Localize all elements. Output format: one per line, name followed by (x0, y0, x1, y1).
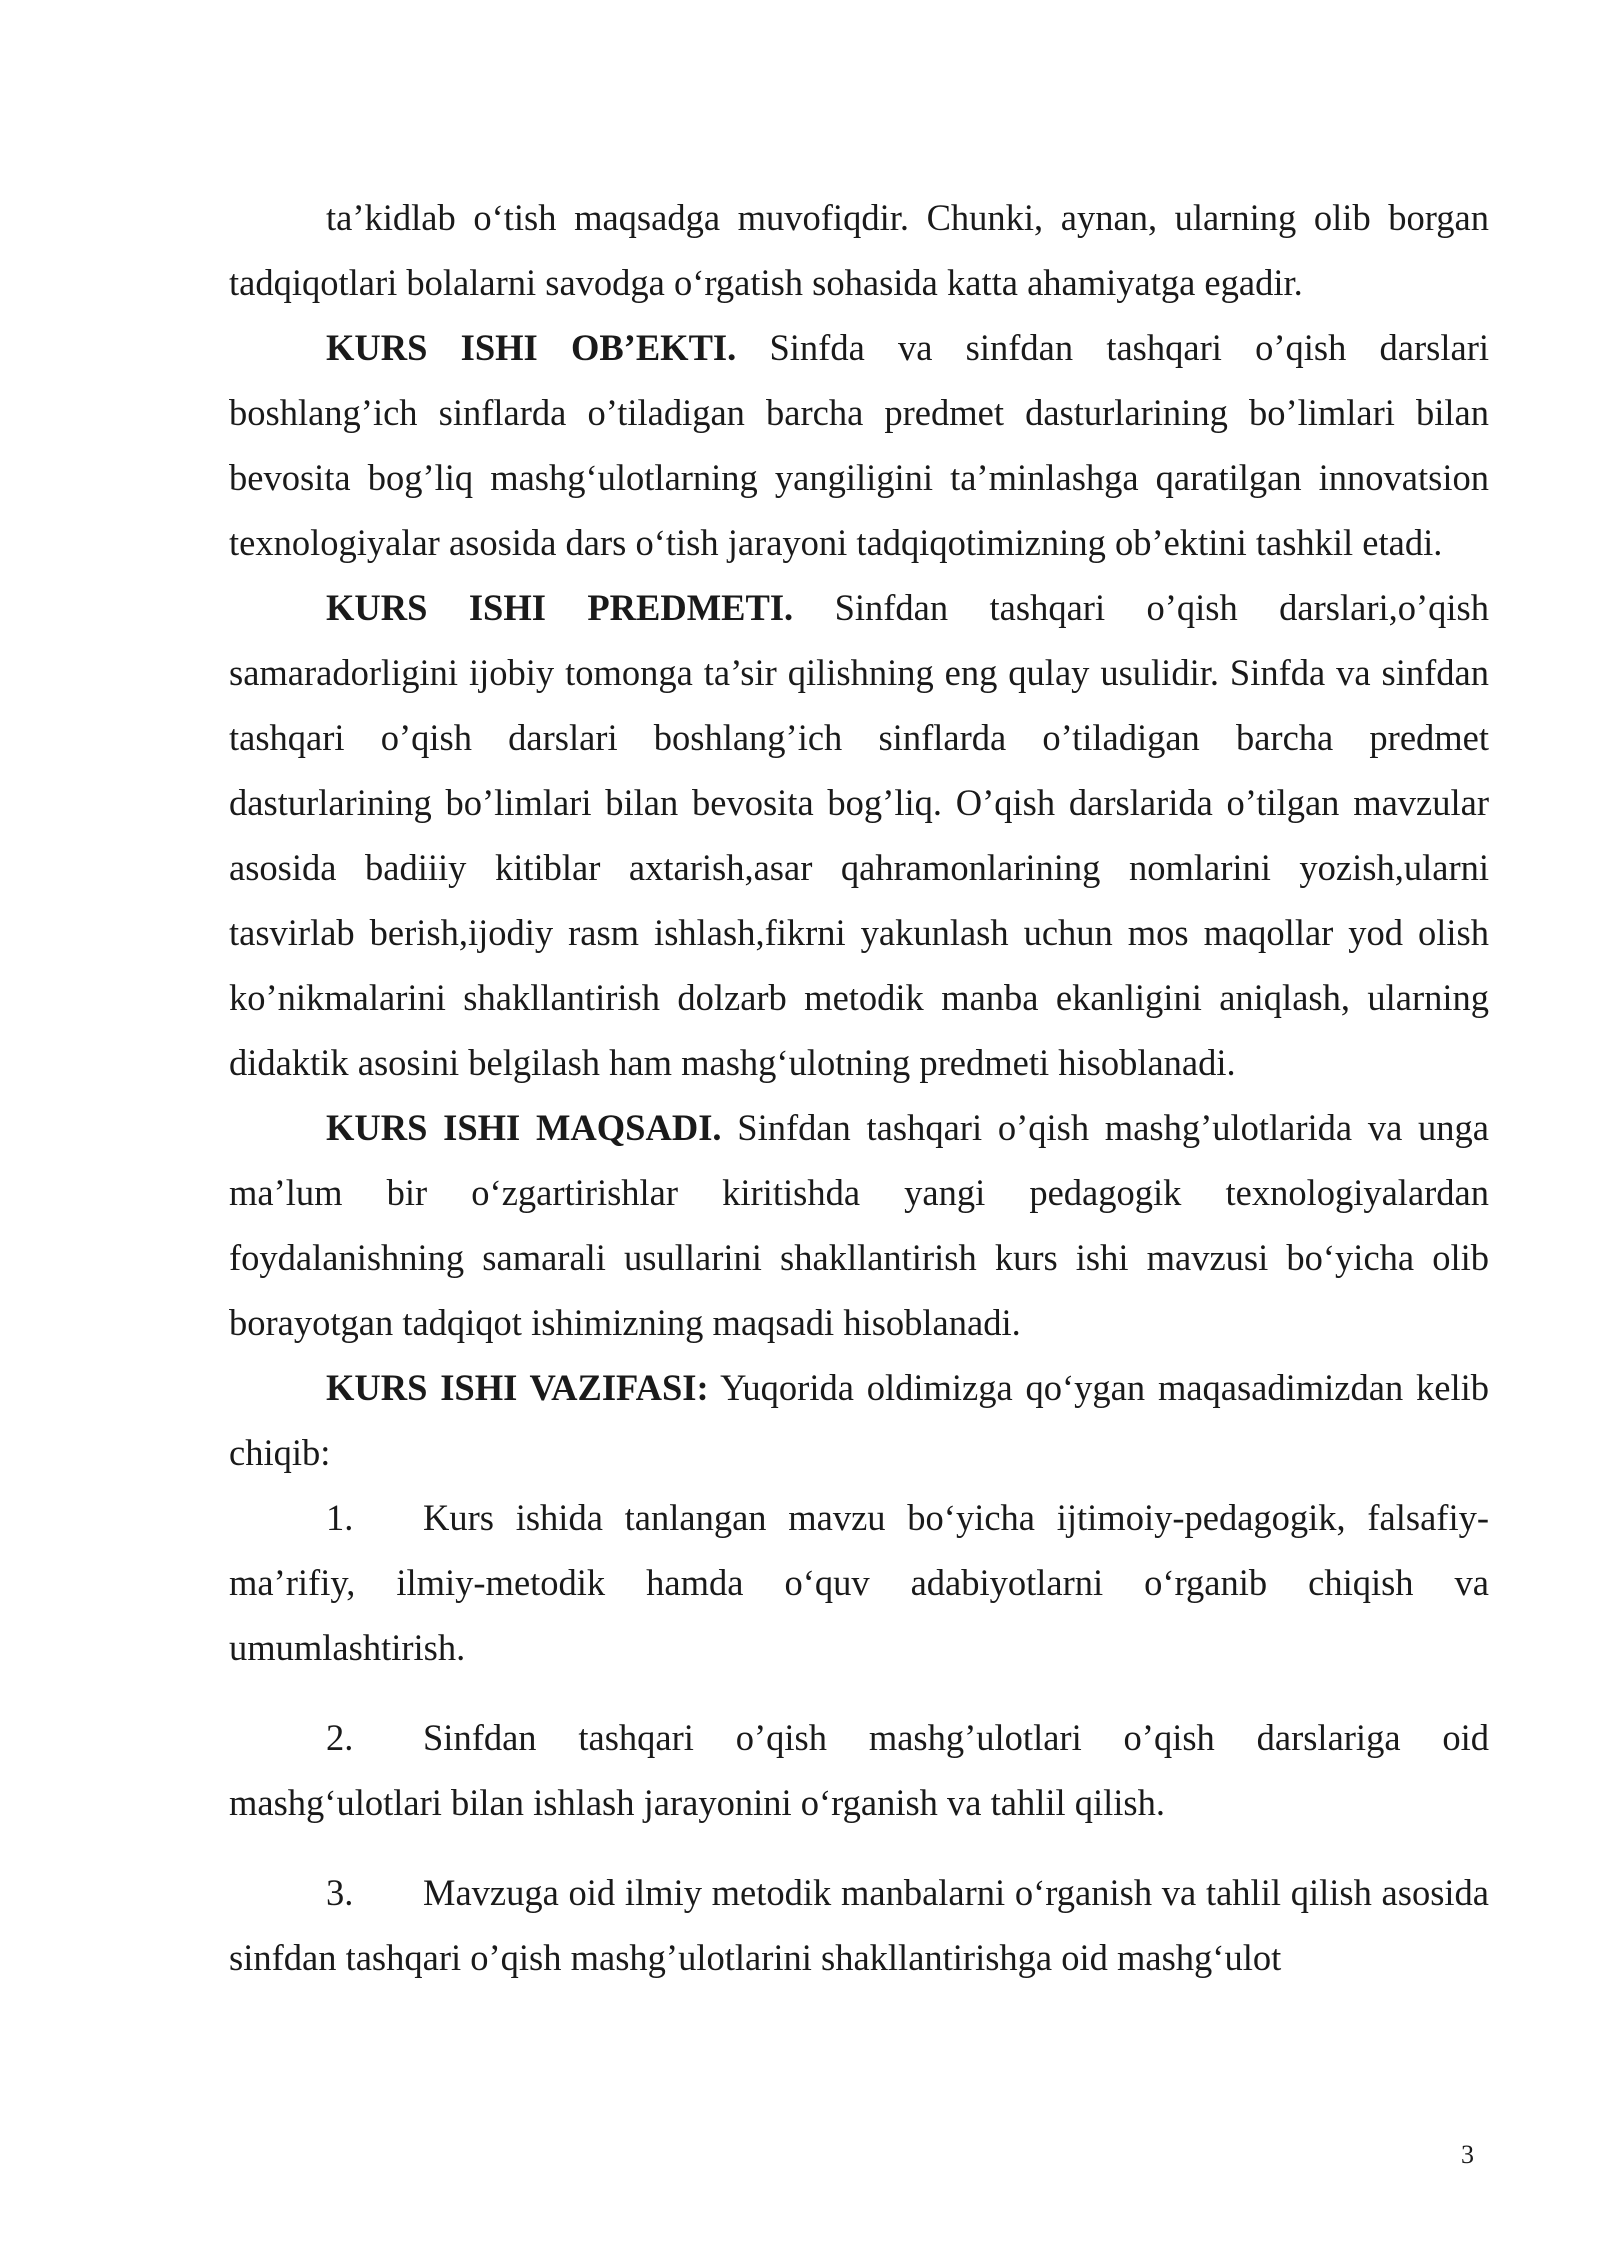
paragraph-intro-text: ta’kidlab o‘tish maqsadga muvofiqdir. Chunki, aynan, ularning olib borgan tadqiqotlari bolalarni savodga o‘rgatish sohasida katta ahamiyatga egadir. (229, 197, 1489, 303)
heading-tasks: KURS ISHI VAZIFASI: (326, 1367, 709, 1408)
page-number: 3 (1461, 2140, 1474, 2169)
heading-goal: KURS ISHI MAQSADI. (326, 1107, 722, 1148)
paragraph-subject-text: Sinfdan tashqari o’qish darslari,o’qish samaradorligini ijobiy tomonga ta’sir qilishning eng qulay usulidir. Sinfda va sinfdan tashqari o’qish darslari boshlang’ich sinflarda o’tiladigan barcha predmet dasturlarining bo’limlari bilan bevosita bog’liq. O’qish darslarida o’tilgan mavzular asosida badiiiy kitiblar axtarish,asar qahramonlarining nomlarini yozish,ularni tasvirlab berish,ijodiy rasm ishlash,fikrni yakunlash uchun mos maqollar yod olish ko’nikmalarini shakllantirish dolzarb metodik manba ekanligini aniqlash, ularning didaktik asosini belgilash ham mashg‘ulotning predmeti hisoblanadi. (229, 587, 1489, 1083)
heading-object: KURS ISHI OB’EKTI. (326, 327, 737, 368)
list-item-text: Sinfdan tashqari o’qish mashg’ulotlari o’qish darslariga oid mashg‘ulotlari bilan ishlash jarayonini o‘rganish va tahlil qilish. (229, 1717, 1489, 1823)
list-item-number: 2. (326, 1717, 354, 1758)
paragraph-tasks (229, 1355, 1489, 1485)
page-body (229, 185, 1489, 1990)
paragraph-tasks-text: Yuqorida oldimizga qo‘ygan maqasadimizdan kelib chiqib: (229, 1367, 1490, 1473)
list-item-number: 3. (326, 1872, 354, 1913)
list-item-number: 1. (326, 1497, 354, 1538)
list-item-text: Kurs ishida tanlangan mavzu bo‘yicha ijtimoiy-pedagogik, falsafiy-ma’rifiy, ilmiy-metodik hamda o‘quv adabiyotlarni o‘rganib chiqish va umumlashtirish. (229, 1497, 1489, 1668)
paragraph-object (229, 315, 1489, 575)
paragraph-goal-text: Sinfdan tashqari o’qish mashg’ulotlarida va unga ma’lum bir o‘zgartirishlar kiritishda yangi pedagogik texnologiyalardan foydalanishning samarali usullarini shakllantirish kurs ishi mavzusi bo‘yicha olib borayotgan tadqiqot ishimizning maqsadi hisoblanadi. (229, 1107, 1489, 1343)
list-item-text: Mavzuga oid ilmiy metodik manbalarni o‘rganish va tahlil qilish asosida sinfdan tashqari o’qish mashg’ulotlarini shakllantirishga oid mashg‘ulot (229, 1872, 1489, 1978)
list-item (229, 1485, 1489, 1680)
paragraph-object-text: Sinfda va sinfdan tashqari o’qish darslari boshlang’ich sinflarda o’tiladigan barcha predmet dasturlarining bo’limlari bilan bevosita bog’liq mashg‘ulotlarning yangiligini ta’minlashga qaratilgan innovatsion texnologiyalar asosida dars o‘tish jarayoni tadqiqotimizning ob’ektini tashkil etadi. (229, 327, 1489, 563)
list-item (229, 1860, 1489, 1990)
paragraph-intro (229, 185, 1489, 315)
paragraph-goal (229, 1095, 1489, 1355)
paragraph-subject (229, 575, 1489, 1095)
list-item (229, 1705, 1489, 1835)
heading-subject: KURS ISHI PREDMETI. (326, 587, 794, 628)
